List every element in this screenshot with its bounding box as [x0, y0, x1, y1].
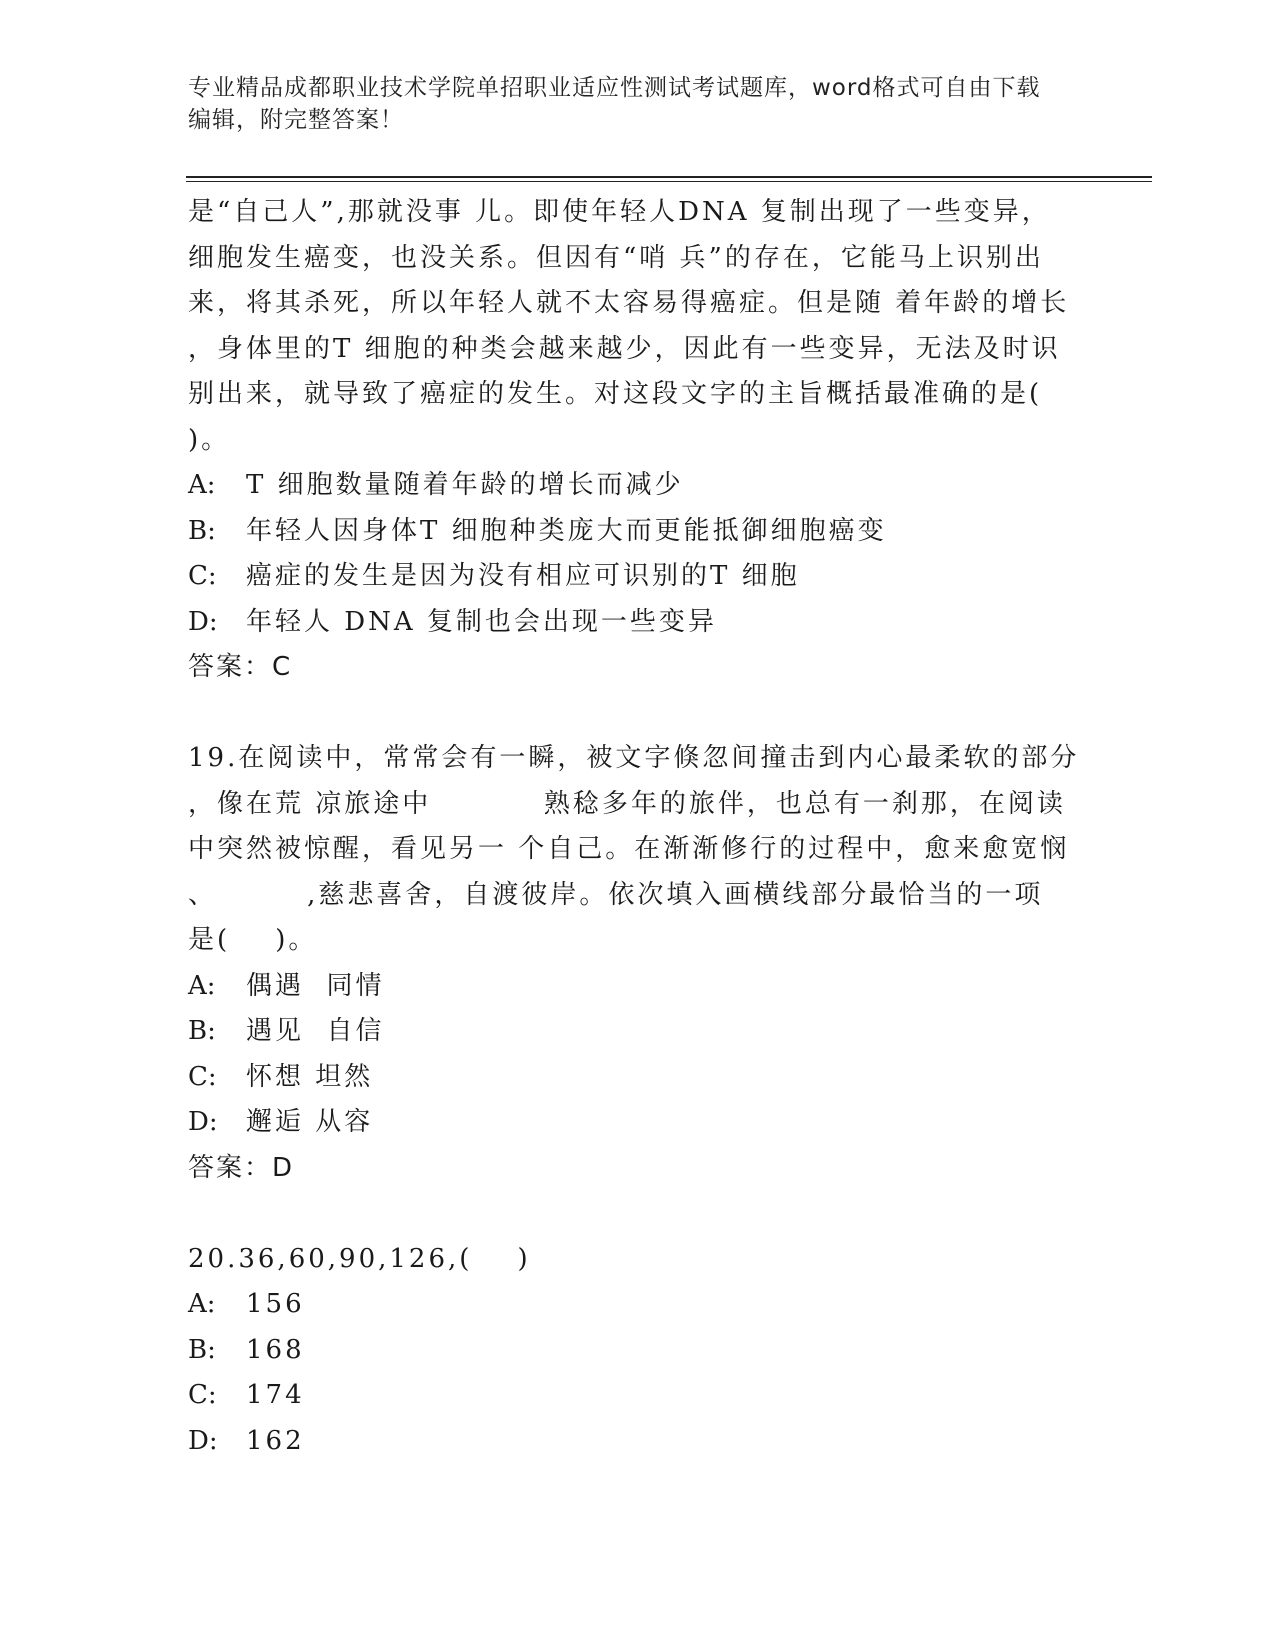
question-text-line: 20.36,60,90,126,( ): [188, 1243, 531, 1274]
option-text: 癌症的发生是因为没有相应可识别的T 细胞: [246, 561, 800, 591]
question-text-line: )。: [188, 424, 231, 455]
option-text: T 细胞数量随着年龄的增长而减少: [246, 470, 684, 500]
option-d: [188, 1419, 1088, 1465]
question-text-line: 细胞发生癌变，也没关系。但因有“哨 兵”的存在，它能马上识别出: [188, 242, 1044, 273]
option-c: [188, 1373, 1088, 1419]
option-key: A:: [188, 970, 216, 1001]
question-text-line: ，身体里的T 细胞的种类会越来越少，因此有一些变异，无法及时识: [188, 333, 1061, 364]
header-rule-thin: [186, 181, 1152, 182]
option-key: C:: [188, 1061, 217, 1092]
option-a: [188, 1282, 1088, 1328]
option-text: 邂逅 从容: [246, 1107, 374, 1137]
question-18: [188, 190, 1088, 691]
question-text-line: 是( )。: [188, 925, 318, 955]
option-b: [188, 1328, 1088, 1374]
option-d: [188, 600, 1088, 646]
option-key: C:: [188, 561, 217, 591]
option-text: 年轻人因身体T 细胞种类庞大而更能抵御细胞癌变: [246, 515, 887, 546]
page-header: [188, 72, 1088, 136]
question-text-line: 别出来，就导致了癌症的发生。对这段文字的主旨概括最准确的是(: [188, 379, 1043, 409]
header-rule-thick: [186, 176, 1152, 178]
question-20: [188, 1237, 1088, 1465]
question-19: [188, 736, 1088, 1191]
option-text: 偶遇 同情: [246, 970, 385, 1001]
option-key: B:: [188, 1016, 216, 1046]
option-text: 遇见 自信: [246, 1016, 385, 1046]
question-text-line: 是“自己人”,那就没事 儿。即使年轻人DNA 复制出现了一些变异，: [188, 197, 1051, 227]
question-text-line: 来，将其杀死，所以年轻人就不太容易得癌症。但是随 着年龄的增长: [188, 288, 1070, 318]
option-text: 怀想 坦然: [246, 1061, 374, 1092]
option-text: 174: [246, 1380, 305, 1410]
option-key: D:: [188, 1107, 218, 1137]
option-b: [188, 1009, 1088, 1055]
option-text: 168: [246, 1334, 305, 1365]
question-text-line: ，像在荒 凉旅途中 熟稔多年的旅伴，也总有一刹那，在阅读: [188, 788, 1066, 819]
option-a: [188, 964, 1088, 1010]
option-text: 年轻人 DNA 复制也会出现一些变异: [246, 606, 717, 637]
option-text: 156: [246, 1289, 305, 1319]
option-key: B:: [188, 515, 216, 546]
spacer: [188, 691, 1088, 737]
spacer: [188, 1191, 1088, 1237]
option-key: C:: [188, 1380, 217, 1410]
option-key: D:: [188, 1425, 218, 1456]
option-key: A:: [188, 1289, 216, 1319]
option-key: A:: [188, 470, 216, 500]
option-key: B:: [188, 1334, 216, 1365]
header-line-2: 编辑，附完整答案！: [188, 107, 404, 133]
question-text-line: 、 ,慈悲喜舍，自渡彼岸。依次填入画横线部分最恰当的一项: [188, 879, 1044, 910]
question-text-line: 中突然被惊醒，看见另一 个自己。在渐渐修行的过程中，愈来愈宽悯: [188, 834, 1070, 864]
question-text-line: 19.在阅读中，常常会有一瞬，被文字倏忽间撞击到内心最柔软的部分: [188, 743, 1080, 773]
option-b: [188, 509, 1088, 555]
option-key: D:: [188, 606, 218, 637]
answer-label: 答案：D: [188, 1152, 295, 1183]
option-a: [188, 463, 1088, 509]
option-d: [188, 1100, 1088, 1146]
header-line-1: 专业精品成都职业技术学院单招职业适应性测试考试题库，word格式可自由下载: [188, 75, 1041, 101]
option-c: [188, 1055, 1088, 1101]
option-c: [188, 554, 1088, 600]
answer-label: 答案：C: [188, 652, 293, 682]
option-text: 162: [246, 1425, 305, 1456]
document-body: [188, 190, 1088, 1464]
